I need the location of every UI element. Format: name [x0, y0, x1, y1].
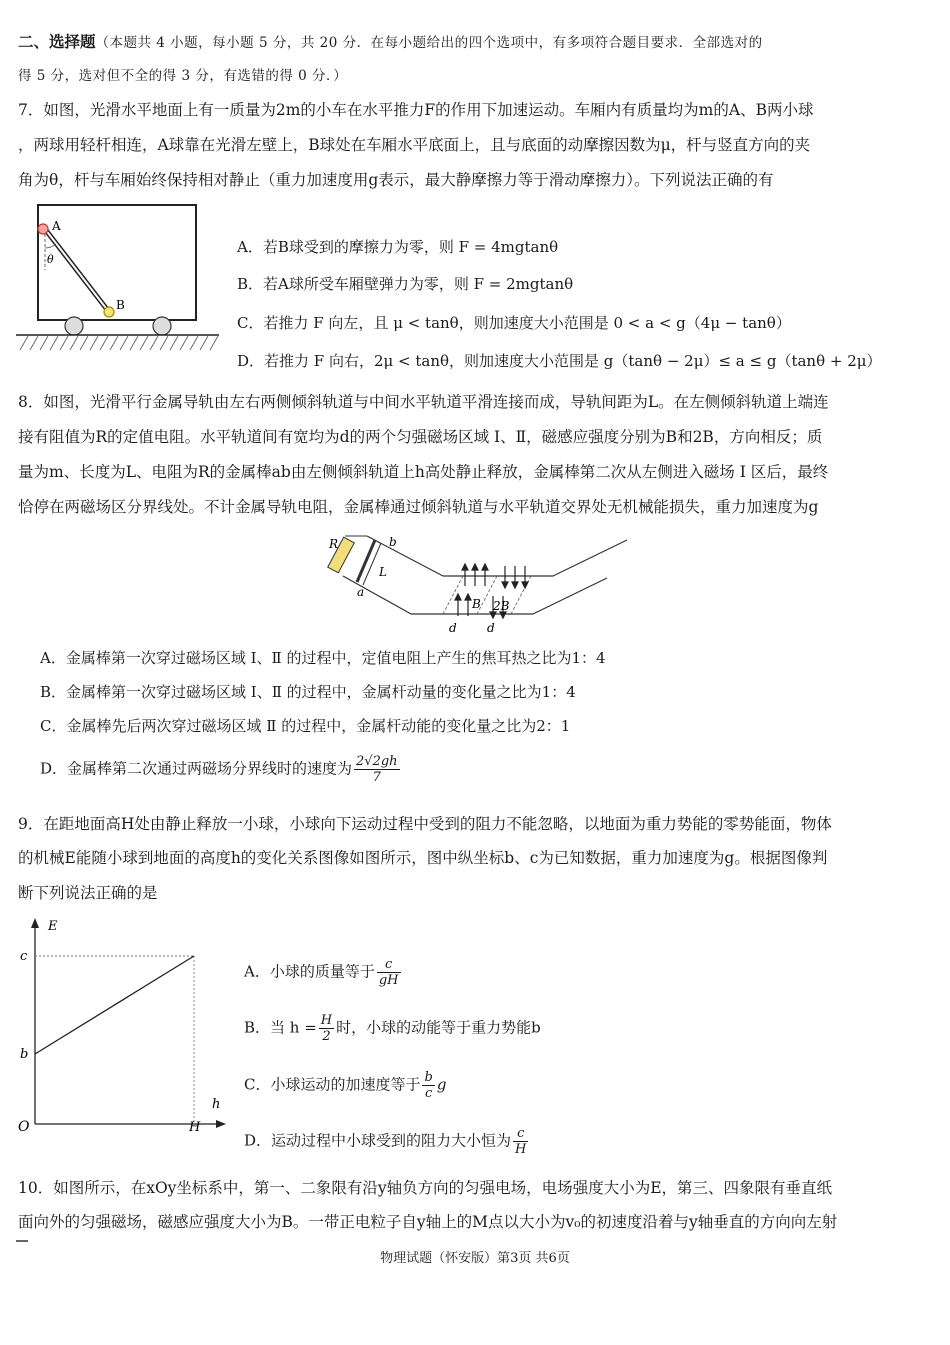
ground-hatch — [20, 336, 218, 350]
label-a: A — [52, 219, 61, 233]
tick-label-b: b — [20, 1047, 29, 1062]
metal-bar — [357, 540, 375, 582]
label-d-2: d — [487, 621, 495, 635]
origin-label: O — [18, 1119, 30, 1135]
q9-line-3: 断下列说法正确的是 — [18, 884, 158, 902]
q9-option-a — [244, 957, 403, 988]
section-title: 二、选择题 — [18, 32, 96, 51]
q7-line-2: ，两球用轻杆相连，A球靠在光滑左壁上，B球处在车厢水平底面上，且与底面的动摩擦因数为μ，杆与竖直方向的夹 — [18, 136, 811, 154]
wheel-left — [65, 317, 83, 335]
label-field-2: 2B — [493, 599, 510, 613]
q8-option-d-text: D．金属棒第二次通过两磁场分界线时的速度为 — [40, 759, 353, 778]
q8-figure — [325, 528, 635, 638]
q9-option-c — [244, 1070, 446, 1101]
rail-left-lower — [343, 576, 411, 614]
ball-b — [104, 307, 114, 317]
section-header — [18, 32, 763, 53]
q9-option-a-den: gH — [378, 973, 399, 988]
q8-option-c: C．金属棒先后两次穿过磁场区域 Ⅱ 的过程中，金属杆动能的变化量之比为2：1 — [40, 717, 571, 735]
q8-option-a: A．金属棒第一次穿过磁场区域 Ⅰ、Ⅱ 的过程中，定值电阻上产生的焦耳热之比为1：4 — [40, 649, 606, 667]
axis-label-h: h — [212, 1097, 221, 1112]
rail-right-upper — [553, 540, 627, 576]
tick-label-h: H — [189, 1120, 201, 1135]
q9-option-d-text: D．运动过程中小球受到的阻力大小恒为 — [244, 1131, 512, 1150]
tick-label-c: c — [20, 949, 28, 964]
q9-line-1: 9．在距地面高H处由静止释放一小球，小球向下运动过程中受到的阻力不能忽略，以地面为重力势能的零势能面，物体 — [18, 815, 832, 833]
q9-option-b-fraction — [319, 1013, 334, 1044]
page-footer: 物理试题（怀安版）第3页 共6页 — [380, 1251, 570, 1266]
x-axis-arrow — [216, 1120, 226, 1128]
label-a-end: a — [357, 585, 365, 599]
q8-line-1: 8．如图，光滑平行金属导轨由左右两侧倾斜轨道与中间水平轨道平滑连接而成，导轨间距为L。在左侧倾斜轨道上端连 — [18, 393, 829, 411]
label-b-end: b — [389, 535, 397, 549]
q8-line-2: 接有阻值为R的定值电阻。水平轨道间有宽均为d的两个匀强磁场区域 Ⅰ、Ⅱ，磁感应强度分别为B和2B，方向相反；质 — [18, 428, 823, 446]
page-edge-mark — [16, 1240, 28, 1242]
q9-option-c-text-1: C．小球运动的加速度等于 — [244, 1075, 421, 1094]
q7-figure — [14, 200, 224, 350]
label-theta: θ — [47, 253, 54, 266]
q9-option-c-num: b — [424, 1070, 433, 1085]
section-note-1: （本题共 4 小题，每小题 5 分，共 20 分．在每小题给出的四个选项中，有多项符合题目要求．全部选对的 — [95, 35, 763, 51]
q9-option-b-den: 2 — [322, 1029, 331, 1044]
q7-line-3: 角为θ，杆与车厢始终保持相对静止（重力加速度用g表示，最大静摩擦力等于滑动摩擦力）。下列说法正确的有 — [18, 171, 774, 189]
q8-line-3: 量为m、长度为L、电阻为R的金属棒ab由左侧倾斜轨道上h高处静止释放，金属棒第二次从左侧进入磁场 Ⅰ 区后，最终 — [18, 463, 829, 481]
ball-a — [38, 224, 48, 234]
q8-option-d-fraction — [354, 754, 400, 785]
q9-option-c-text-2: g — [436, 1075, 447, 1094]
q9-option-a-num: c — [377, 957, 401, 973]
q7-option-c: C．若推力 F 向左，且 μ < tanθ，则加速度大小范围是 0 < a < g（4μ − tanθ） — [237, 314, 791, 332]
label-b: B — [116, 298, 125, 312]
label-field-1: B — [472, 597, 481, 611]
q9-option-b-text-2: 时，小球的动能等于重力势能b — [336, 1018, 541, 1037]
q8-option-b: B．金属棒第一次穿过磁场区域 Ⅰ、Ⅱ 的过程中，金属杆动量的变化量之比为1：4 — [40, 683, 576, 701]
q9-option-b — [244, 1013, 541, 1044]
connecting-rod-inner — [45, 229, 109, 312]
q9-line-2: 的机械E能随小球到地面的高度h的变化关系图像如图所示，图中纵坐标b、c为已知数据，重力加速度为g。根据图像判 — [18, 849, 828, 867]
wheel-right — [153, 317, 171, 335]
q7-option-b: B．若A球所受车厢壁弹力为零，则 F = 2mgtanθ — [237, 275, 574, 293]
q9-option-d — [244, 1126, 530, 1157]
q9-option-c-den: c — [425, 1086, 433, 1101]
q9-graph — [10, 912, 225, 1137]
q8-option-d — [40, 754, 402, 785]
label-d-1: d — [449, 621, 457, 635]
q8-option-d-num: 2√2gh — [356, 754, 398, 769]
q9-option-d-num: c — [513, 1126, 528, 1142]
label-l: L — [379, 565, 387, 579]
q9-option-b-text-1: B．当 h = — [244, 1018, 317, 1037]
q7-option-d: D．若推力 F 向右，2μ < tanθ，则加速度大小范围是 g（tanθ − 2μ）≤ a ≤ g（tanθ + 2μ） — [237, 352, 882, 370]
q8-option-d-den: 7 — [372, 770, 381, 785]
q7-option-a: A．若B球受到的摩擦力为零，则 F = 4mgtanθ — [237, 238, 559, 256]
y-axis-arrow — [31, 918, 39, 928]
q9-option-d-den: H — [515, 1142, 527, 1157]
series-e-vs-h — [35, 956, 194, 1054]
q9-option-a-text: A．小球的质量等于 — [244, 962, 375, 981]
q10-line-2: 面向外的匀强磁场，磁感应强度大小为B。一带正电粒子自y轴上的M点以大小为v₀的初速度沿着与y轴垂直的方向向左射 — [18, 1213, 838, 1231]
q9-option-d-fraction — [513, 1126, 528, 1157]
q9-option-c-fraction — [422, 1070, 434, 1101]
axis-label-e: E — [48, 919, 58, 934]
q8-line-4: 恰停在两磁场区分界线处。不计金属导轨电阻，金属棒通过倾斜轨道与水平轨道交界处无机械能损失，重力加速度为g — [18, 498, 819, 516]
label-r: R — [329, 537, 339, 551]
q9-option-b-num: H — [320, 1013, 333, 1028]
section-note-2: 得 5 分，选对但不全的得 3 分，有选错的得 0 分．） — [18, 68, 348, 84]
q10-line-1: 10．如图所示，在xOy坐标系中，第一、二象限有沿y轴负方向的匀强电场，电场强度大小为E，第三、四象限有垂直纸 — [18, 1179, 833, 1197]
q9-option-a-fraction — [377, 957, 401, 988]
q7-line-1: 7．如图，光滑水平地面上有一质量为2m的小车在水平推力F的作用下加速运动。车厢内有质量均为m的A、B两小球 — [18, 101, 814, 119]
rail-right-lower — [533, 578, 607, 614]
